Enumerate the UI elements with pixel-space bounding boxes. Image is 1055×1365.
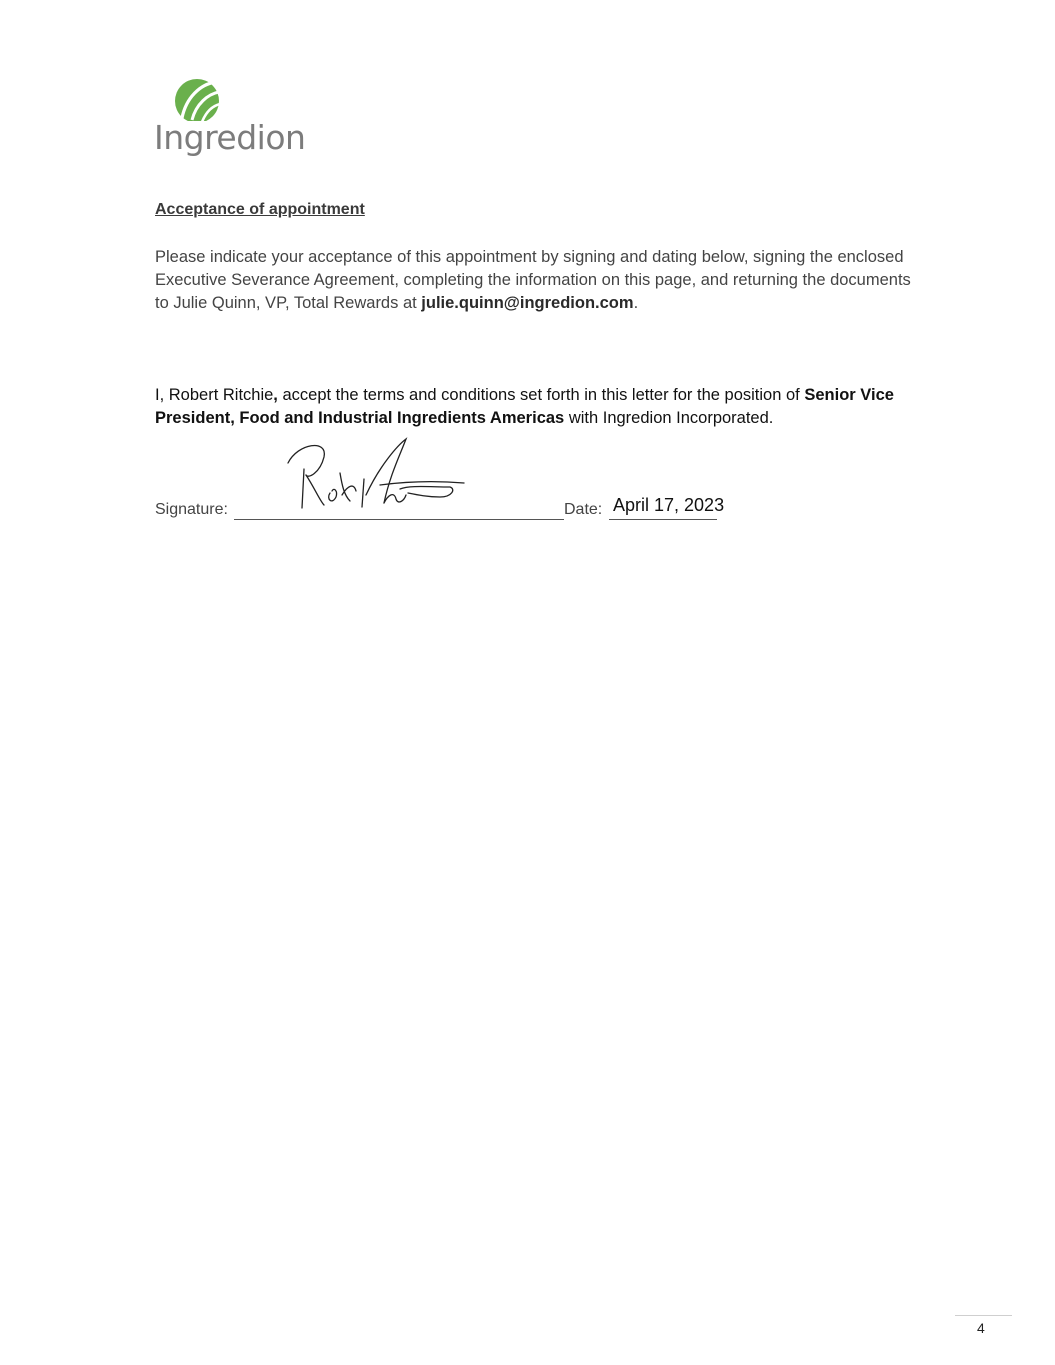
footer-divider	[955, 1315, 1012, 1316]
instructions-paragraph	[155, 246, 915, 315]
acceptance-suffix: with Ingredion Incorporated.	[564, 409, 774, 427]
instructions-text: Please indicate your acceptance of this appointment by signing and dating below, signing the enclosed Executive Severance Agreement, completing the information on this page, and returning the documents to Julie Quinn, VP, Total Rewards at	[155, 248, 911, 312]
signature-label: Signature:	[155, 501, 228, 518]
position-title: Senior Vice President, Food and Industrial Ingredients Americas	[155, 386, 894, 427]
contact-email: julie.quinn@ingredion.com	[421, 294, 634, 312]
ingredion-logo	[152, 76, 306, 166]
date-value: April 17, 2023	[613, 495, 725, 515]
section-heading: Acceptance of appointment	[155, 201, 365, 218]
signature-line	[234, 519, 564, 520]
date-line	[609, 519, 717, 520]
instructions-end: .	[633, 294, 639, 312]
page-number: 4	[977, 1320, 985, 1336]
date-label: Date:	[564, 501, 603, 518]
acceptance-statement	[155, 384, 915, 430]
logo-wordmark: Ingredion	[154, 118, 306, 157]
acceptance-name: I, Robert Ritchie	[155, 386, 274, 404]
leaf-icon	[152, 76, 292, 121]
acceptance-comma: ,	[273, 386, 278, 404]
handwritten-signature	[280, 435, 470, 515]
acceptance-middle: accept the terms and conditions set forth in this letter for the position of	[277, 386, 805, 404]
